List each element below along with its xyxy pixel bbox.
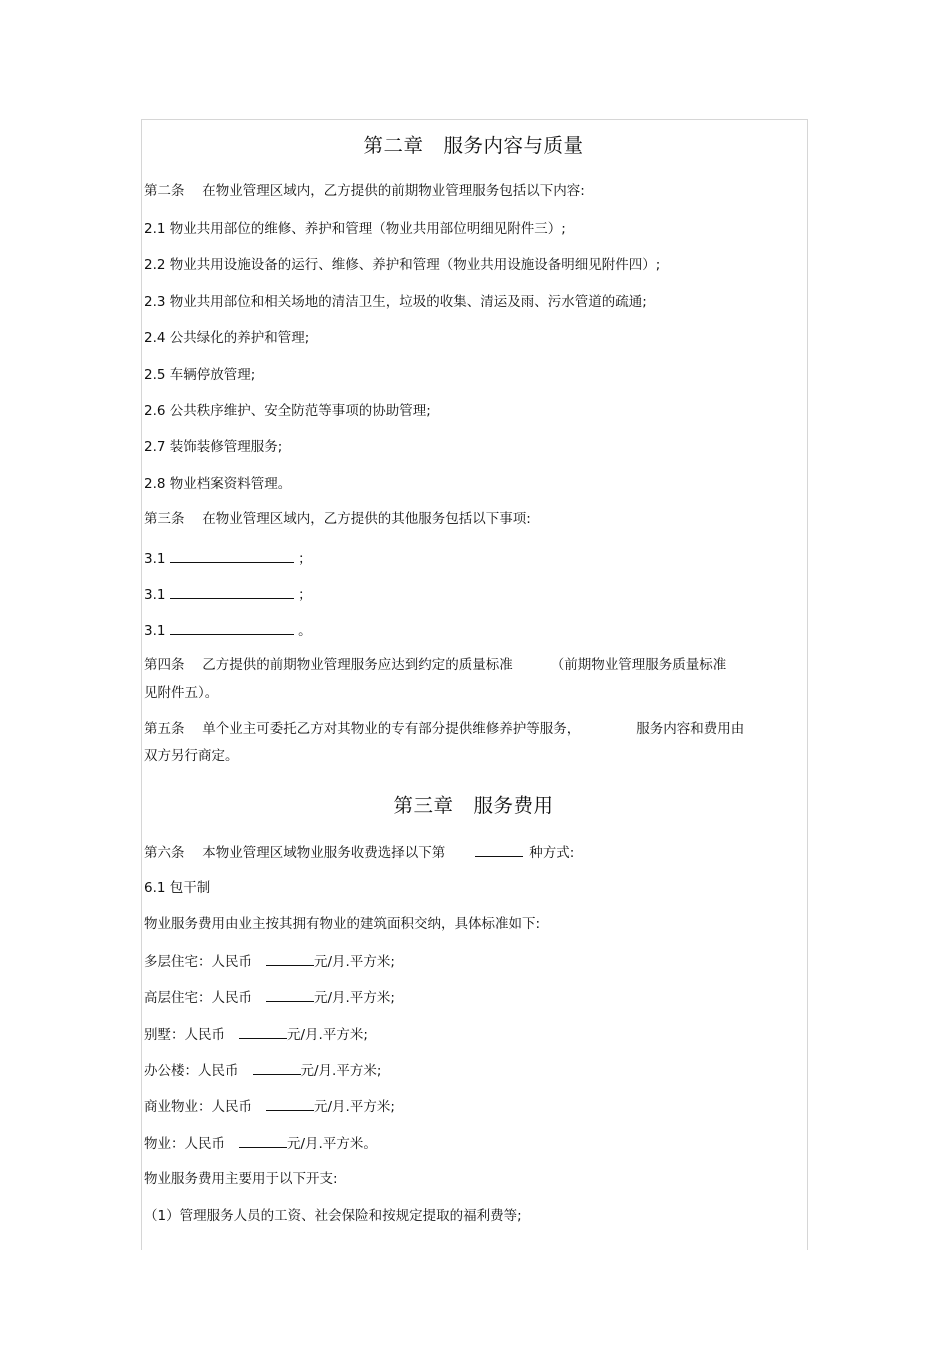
article-2: 第二条 在物业管理区域内，乙方提供的前期物业管理服务包括以下内容: [144,183,585,199]
fee-unit: 元/月.平方米; [300,1063,382,1079]
item-2-2: 2.2 物业共用设施设备的运行、维修、养护和管理（物业共用设施设备明细见附件四）; [144,257,661,273]
fee-row-office [144,1060,381,1081]
item-2-7: 2.7 装饰装修管理服务; [144,439,283,455]
expense-intro: 物业服务费用主要用于以下开支: [144,1171,338,1187]
fee-unit: 元/月.平方米; [314,990,395,1006]
other-service-blank[interactable] [170,584,294,599]
article-4-text: 第四条 乙方提供的前期物业管理服务应达到约定的质量标准 [144,657,513,673]
fee-row-other [144,1133,377,1154]
article-5-text-cont: 服务内容和费用由 [636,721,745,737]
fee-row-multistorey [144,951,395,972]
article-5-line2: 双方另行商定。 [144,748,239,764]
expense-item-1: （1）管理服务人员的工资、社会保险和按规定提取的福利费等; [144,1208,522,1224]
fee-row-villa [144,1024,368,1045]
sub-6-1: 6.1 包干制 [144,880,211,896]
fee-blank[interactable] [253,1060,301,1075]
article-6-text: 第六条 本物业管理区域物业服务收费选择以下第 [144,845,446,861]
chapter-2-title: 第二章 服务内容与质量 [363,134,584,157]
fee-label: 高层住宅：人民币 [144,990,252,1006]
article-6-blank[interactable] [475,842,523,857]
article-4-line2: 见附件五）。 [144,685,219,701]
other-service-number: 3.1 [144,623,166,639]
article-4-line1 [144,655,726,675]
chapter-3-title: 第三章 服务费用 [393,794,554,817]
fee-unit: 元/月.平方米; [287,1027,368,1043]
other-service-blank[interactable] [170,620,294,635]
other-service-blank[interactable] [170,548,294,563]
fee-blank[interactable] [266,987,314,1002]
item-2-3: 2.3 物业共用部位和相关场地的清洁卫生，垃圾的收集、清运及雨、污水管道的疏通; [144,294,647,310]
other-service-3 [144,620,312,641]
fee-unit: 元/月.平方米。 [287,1136,377,1152]
article-6 [144,842,574,863]
other-service-end: ； [298,551,312,567]
fee-label: 物业：人民币 [144,1136,225,1152]
article-6-text-cont: 种方式: [529,845,575,861]
fee-unit: 元/月.平方米; [314,1099,395,1115]
article-5-text: 第五条 单个业主可委托乙方对其物业的专有部分提供维修养护等服务， [144,721,581,737]
fee-label: 办公楼：人民币 [144,1063,239,1079]
fee-blank[interactable] [266,1096,314,1111]
other-service-end: ； [298,587,312,603]
other-service-1 [144,548,312,569]
other-service-2 [144,584,312,605]
fee-blank[interactable] [239,1133,287,1148]
article-4-text-cont: （前期物业管理服务质量标准 [550,657,727,673]
fee-intro: 物业服务费用由业主按其拥有物业的建筑面积交纳，具体标准如下: [144,916,541,932]
fee-blank[interactable] [239,1024,287,1039]
item-2-1: 2.1 物业共用部位的维修、养护和管理（物业共用部位明细见附件三）; [144,221,566,237]
fee-label: 别墅：人民币 [144,1027,225,1043]
fee-label: 多层住宅：人民币 [144,954,252,970]
other-service-number: 3.1 [144,551,166,567]
other-service-number: 3.1 [144,587,166,603]
fee-row-commercial [144,1096,395,1117]
fee-row-highrise [144,987,395,1008]
fee-label: 商业物业：人民币 [144,1099,252,1115]
other-service-end: 。 [298,623,312,639]
item-2-5: 2.5 车辆停放管理; [144,367,256,383]
item-2-6: 2.6 公共秩序维护、安全防范等事项的协助管理; [144,403,431,419]
item-2-8: 2.8 物业档案资料管理。 [144,476,292,492]
item-2-4: 2.4 公共绿化的养护和管理; [144,330,310,346]
fee-unit: 元/月.平方米; [314,954,395,970]
article-3: 第三条 在物业管理区域内，乙方提供的其他服务包括以下事项: [144,511,531,527]
fee-blank[interactable] [266,951,314,966]
article-5-line1 [144,719,744,739]
